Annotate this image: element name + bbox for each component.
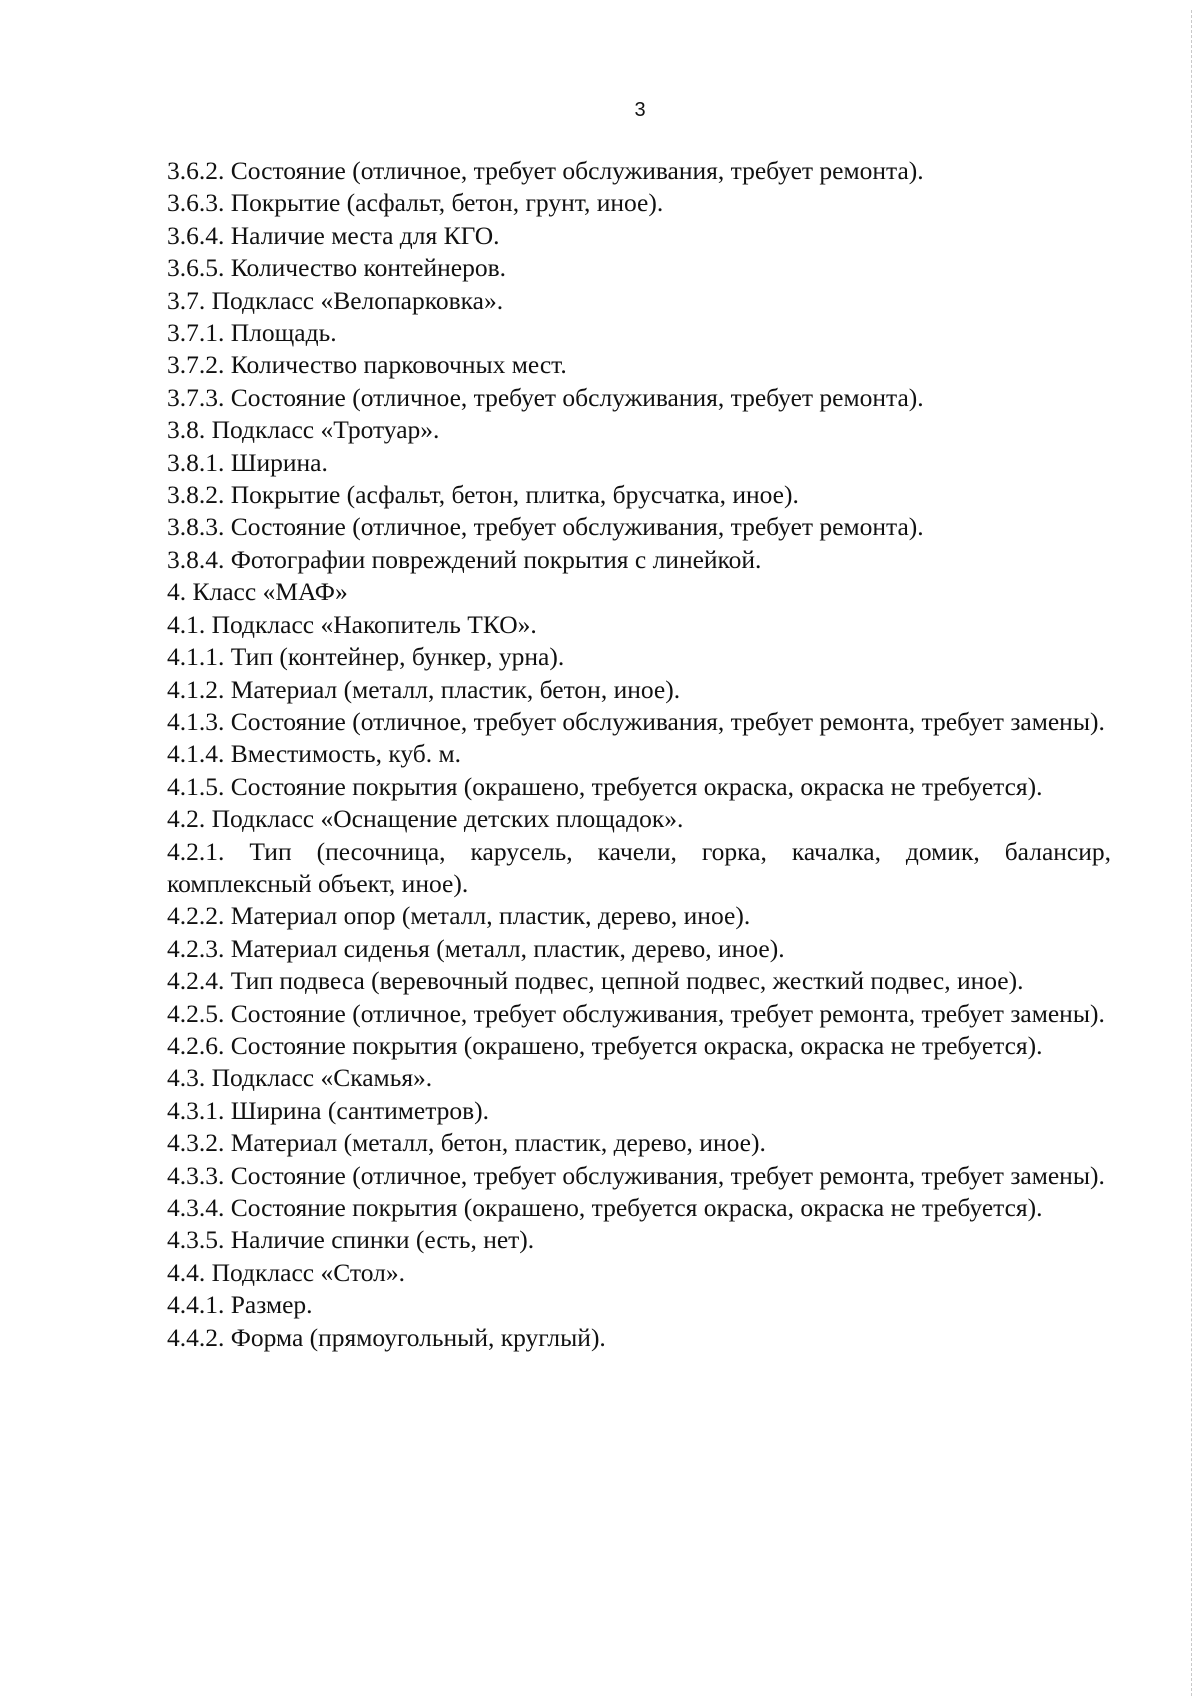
list-item: 4.3. Подкласс «Скамья». (167, 1063, 433, 1093)
list-item: 4. Класс «МАФ» (167, 577, 348, 607)
list-item: 4.2.3. Материал сиденья (металл, пластик, дерево, иное). (167, 933, 785, 963)
list-item: 3.8.4. Фотографии повреждений покрытия с линейкой. (167, 544, 762, 574)
list-item: 3.8.2. Покрытие (асфальт, бетон, плитка, брусчатка, иное). (167, 480, 799, 510)
list-item: 3.7. Подкласс «Велопарковка». (167, 285, 504, 315)
scan-edge-line (1191, 10, 1192, 1696)
document-body (167, 155, 1111, 1354)
list-item: 4.1.1. Тип (контейнер, бункер, урна). (167, 642, 565, 672)
list-item: 4.3.4. Состояние покрытия (окрашено, требуется окраска, окраска не требуется). (167, 1193, 1043, 1222)
list-item: 3.7.3. Состояние (отличное, требует обслуживания, требует ремонта). (167, 382, 924, 412)
list-item: 4.3.1. Ширина (сантиметров). (167, 1095, 490, 1125)
list-item: 4.1.4. Вместимость, куб. м. (167, 739, 461, 769)
list-item: 3.8.3. Состояние (отличное, требует обслуживания, требует ремонта). (167, 512, 924, 542)
list-item: 4.2.1. Тип (песочница, карусель, качели, горка, качалка, домик, балансир, комплексный объект, иное). (167, 836, 1111, 898)
list-item: 4.2.2. Материал опор (металл, пластик, дерево, иное). (167, 901, 751, 931)
list-item: 4.2.4. Тип подвеса (веревочный подвес, цепной подвес, жесткий подвес, иное). (167, 966, 1024, 996)
list-item: 4.2.6. Состояние покрытия (окрашено, требуется окраска, окраска не требуется). (167, 1030, 1043, 1060)
list-item: 3.7.2. Количество парковочных мест. (167, 350, 567, 380)
list-item: 3.6.5. Количество контейнеров. (167, 253, 506, 283)
list-item: 4.4.2. Форма (прямоугольный, круглый). (167, 1322, 606, 1352)
list-item: 4.4. Подкласс «Стол». (167, 1257, 405, 1287)
list-item: 4.3.2. Материал (металл, бетон, пластик, дерево, иное). (167, 1128, 766, 1158)
list-item: 4.1. Подкласс «Накопитель ТКО». (167, 609, 537, 639)
list-item: 3.8. Подкласс «Тротуар». (167, 415, 440, 445)
list-item: 4.1.5. Состояние покрытия (окрашено, требуется окраска, окраска не требуется). (167, 771, 1043, 801)
list-item: 4.1.2. Материал (металл, пластик, бетон, иное). (167, 674, 681, 704)
list-item: 4.4.1. Размер. (167, 1290, 313, 1320)
list-item: 3.8.1. Ширина. (167, 447, 328, 477)
list-item: 3.7.1. Площадь. (167, 318, 337, 348)
list-item: 3.6.2. Состояние (отличное, требует обслуживания, требует ремонта). (167, 156, 924, 185)
list-item: 4.2.5. Состояние (отличное, требует обслуживания, требует ремонта, требует замены). (167, 998, 1105, 1028)
list-item: 3.6.4. Наличие места для КГО. (167, 220, 500, 250)
list-item: 3.6.3. Покрытие (асфальт, бетон, грунт, иное). (167, 188, 664, 218)
list-item: 4.3.3. Состояние (отличное, требует обслуживания, требует ремонта, требует замены). (167, 1160, 1105, 1190)
list-item: 4.3.5. Наличие спинки (есть, нет). (167, 1225, 535, 1255)
list-item: 4.2. Подкласс «Оснащение детских площадок». (167, 804, 684, 834)
list-item: 4.1.3. Состояние (отличное, требует обслуживания, требует ремонта, требует замены). (167, 706, 1105, 736)
page-number: 3 (634, 99, 646, 121)
